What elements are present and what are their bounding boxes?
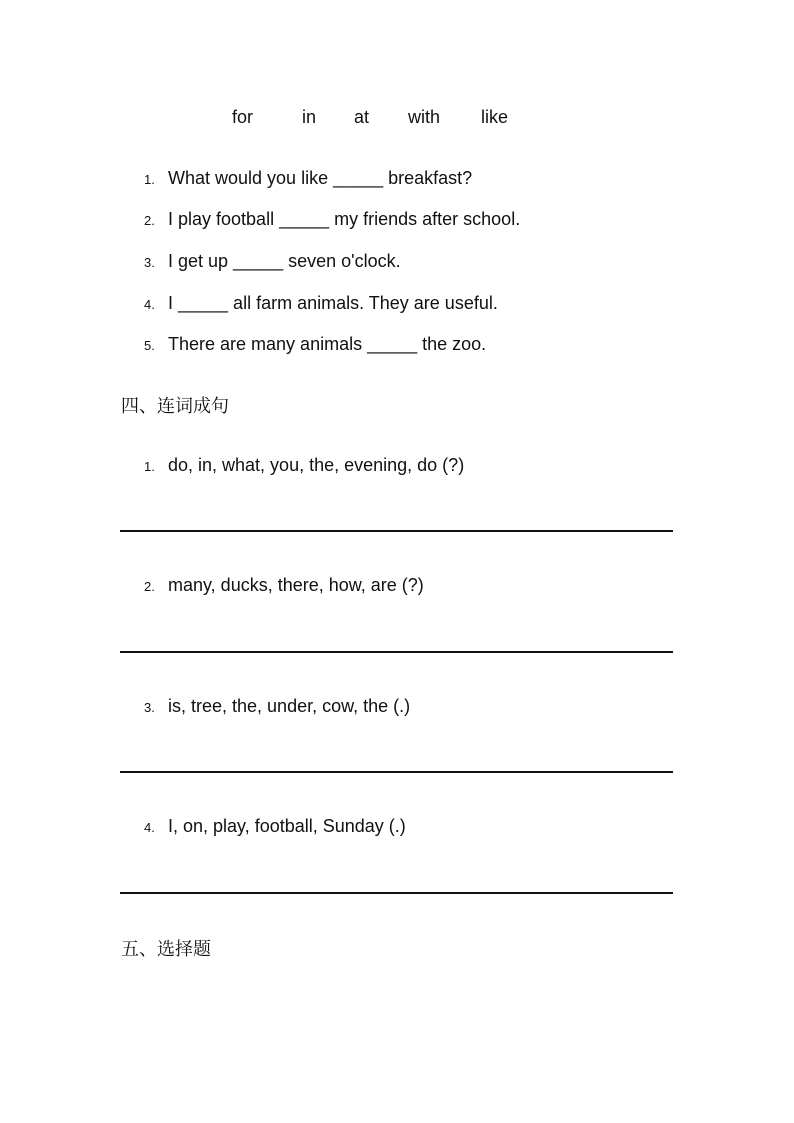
word-bank-word: in bbox=[302, 107, 317, 127]
reorder-question bbox=[144, 696, 410, 717]
question-text: many, ducks, there, how, are (?) bbox=[168, 575, 424, 595]
question-text: What would you like _____ breakfast? bbox=[168, 168, 473, 188]
question-number: 5. bbox=[144, 338, 155, 353]
reorder-question bbox=[144, 816, 406, 837]
question-number: 4. bbox=[144, 820, 155, 835]
reorder-question bbox=[144, 575, 424, 596]
reorder-question bbox=[144, 455, 464, 476]
word-bank-word: like bbox=[481, 107, 509, 127]
section-5-heading: 五、选择题 bbox=[121, 939, 211, 960]
question-number: 1. bbox=[144, 172, 155, 187]
question-text: is, tree, the, under, cow, the (.) bbox=[168, 696, 411, 716]
question-number: 2. bbox=[144, 213, 155, 228]
question-number: 3. bbox=[144, 255, 155, 270]
fill-in-question bbox=[144, 293, 498, 314]
question-number: 4. bbox=[144, 297, 155, 312]
fill-in-question bbox=[144, 251, 401, 272]
section-4-heading: 四、连词成句 bbox=[121, 396, 229, 417]
question-number: 2. bbox=[144, 579, 155, 594]
question-text: There are many animals _____ the zoo. bbox=[168, 334, 487, 354]
word-bank-word: for bbox=[232, 107, 254, 127]
fill-in-question bbox=[144, 334, 486, 355]
fill-in-question bbox=[144, 209, 520, 230]
question-text: I play football _____ my friends after school. bbox=[168, 209, 521, 229]
answer-line[interactable] bbox=[120, 771, 673, 773]
question-text: I _____ all farm animals. They are useful. bbox=[168, 293, 498, 313]
answer-line[interactable] bbox=[120, 530, 673, 532]
word-bank-word: at bbox=[354, 107, 370, 127]
question-text: do, in, what, you, the, evening, do (?) bbox=[168, 455, 465, 475]
question-number: 3. bbox=[144, 700, 155, 715]
question-text: I, on, play, football, Sunday (.) bbox=[168, 816, 406, 836]
answer-line[interactable] bbox=[120, 892, 673, 894]
fill-in-question bbox=[144, 168, 472, 189]
answer-line[interactable] bbox=[120, 651, 673, 653]
word-bank bbox=[0, 107, 794, 131]
word-bank-word: with bbox=[408, 107, 441, 127]
question-number: 1. bbox=[144, 459, 155, 474]
question-text: I get up _____ seven o'clock. bbox=[168, 251, 401, 271]
